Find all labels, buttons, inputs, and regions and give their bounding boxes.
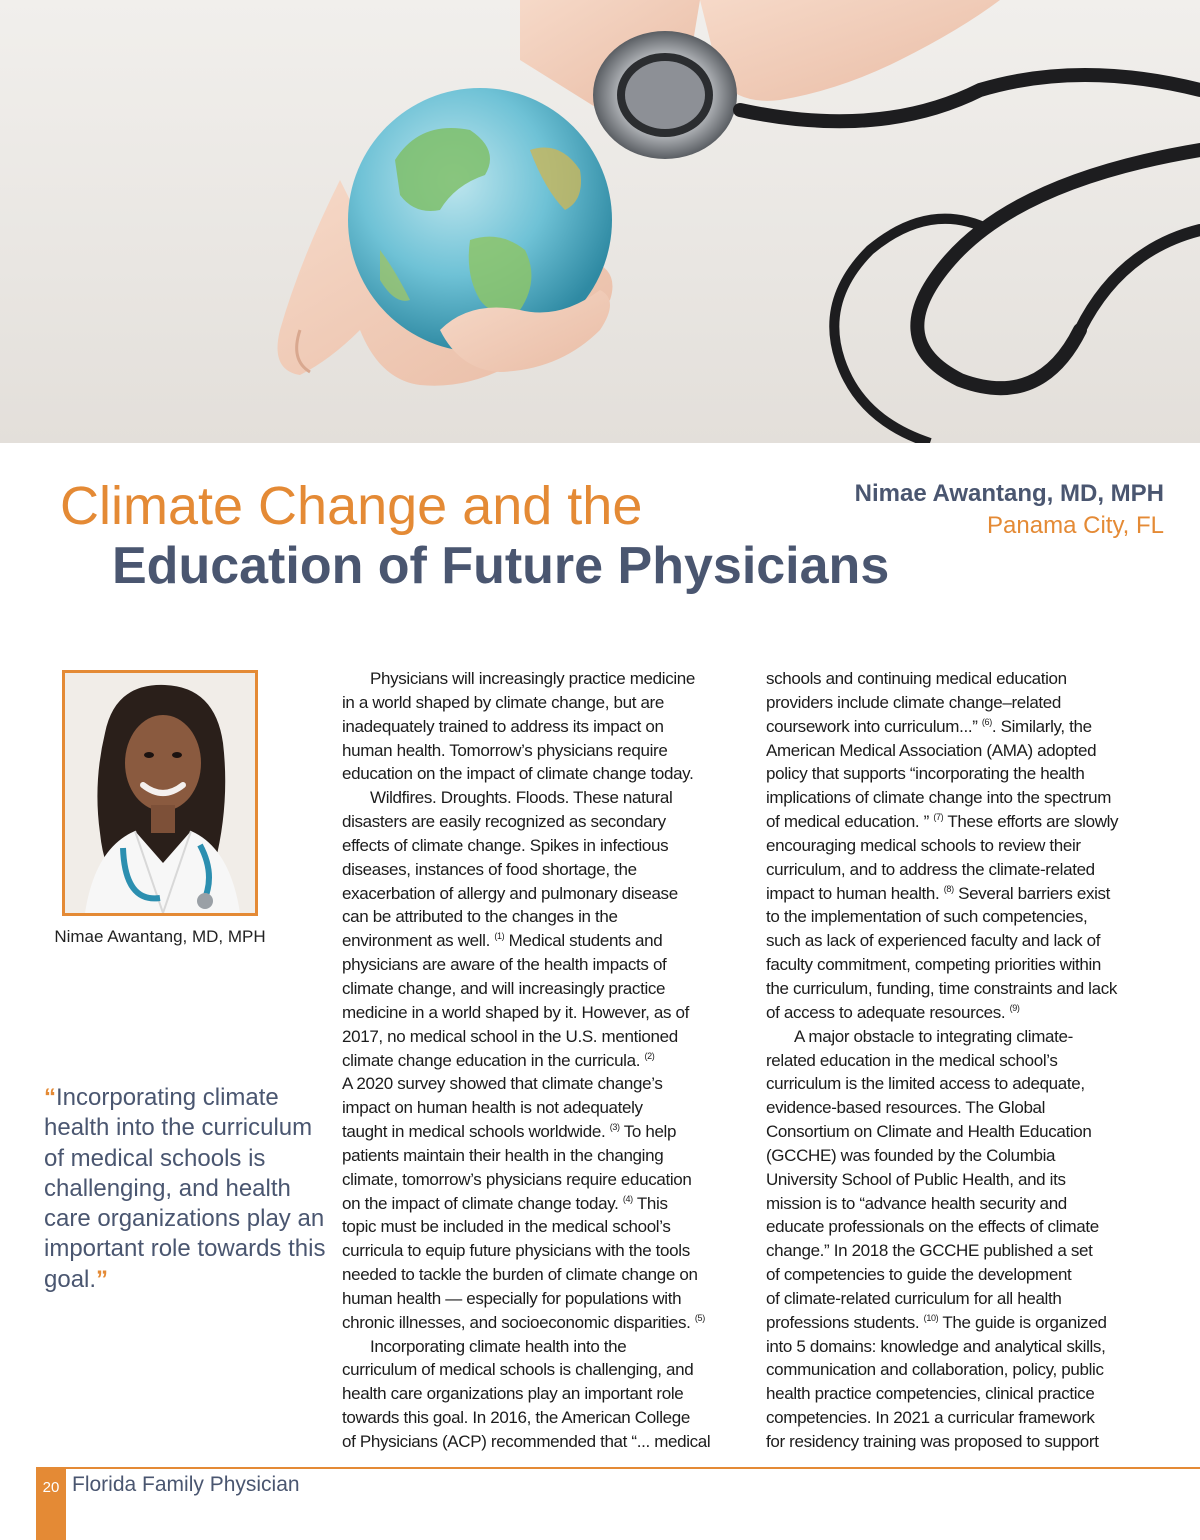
text-line-content: curriculum, and to address the climate-related <box>766 859 1095 879</box>
text-line-content: of climate-related curriculum for all health <box>766 1288 1062 1308</box>
article-column-middle <box>342 667 747 1454</box>
text-line <box>342 1382 747 1406</box>
text-line-content: schools and continuing medical education <box>766 669 1067 688</box>
text-line-content: health practice competencies, clinical practice <box>766 1384 1095 1404</box>
text-line-content: curriculum of medical schools is challenging, and <box>342 1360 694 1380</box>
footnote-reference: (7) <box>933 812 944 823</box>
text-line-continuation: To help <box>619 1122 677 1142</box>
text-line <box>342 1168 747 1192</box>
close-quote-mark: ” <box>96 1265 109 1293</box>
text-line-continuation: These efforts are slowly <box>943 812 1119 832</box>
text-line <box>342 1287 747 1311</box>
text-line-content: patients maintain their health in the changing <box>342 1145 664 1165</box>
text-line <box>342 715 747 739</box>
text-line-content: evidence-based resources. The Global <box>766 1098 1046 1118</box>
text-line-content: coursework into curriculum...” <box>766 716 982 736</box>
text-line <box>766 977 1171 1001</box>
text-line-content: can be attributed to the changes in the <box>342 907 618 927</box>
text-line <box>342 858 747 882</box>
text-line <box>766 1215 1171 1239</box>
text-line-content: A 2020 survey showed that climate change’s <box>342 1074 663 1094</box>
text-line-content: on the impact of climate change today. <box>342 1193 623 1213</box>
text-line <box>766 762 1171 786</box>
text-line-content: Physicians will increasingly practice medicine <box>370 669 695 688</box>
text-line <box>766 1430 1171 1454</box>
pull-quote-text: Incorporating climate health into the curriculum of medical schools is challenging, and health care organizations play an important role towards this goal. <box>44 1084 326 1293</box>
text-line-content: 2017, no medical school in the U.S. mentioned <box>342 1026 678 1046</box>
text-line-content: faculty commitment, competing priorities within <box>766 955 1102 975</box>
text-line <box>766 1001 1171 1025</box>
text-line-content: towards this goal. In 2016, the American College <box>342 1408 690 1428</box>
text-line <box>766 1072 1171 1096</box>
text-line-content: American Medical Association (AMA) adopted <box>766 740 1097 760</box>
text-line-content: chronic illnesses, and socioeconomic disparities. <box>342 1312 695 1332</box>
text-line <box>766 715 1171 739</box>
text-line-content: taught in medical schools worldwide. <box>342 1122 610 1142</box>
text-line <box>342 1335 747 1359</box>
article-title-line-2: Education of Future Physicians <box>112 537 890 595</box>
text-line <box>342 667 747 691</box>
footnote-reference: (10) <box>923 1312 939 1323</box>
text-line <box>766 1049 1171 1073</box>
text-line <box>766 929 1171 953</box>
text-line <box>342 953 747 977</box>
text-line <box>342 1215 747 1239</box>
text-line <box>766 810 1171 834</box>
text-line <box>342 977 747 1001</box>
portrait-caption: Nimae Awantang, MD, MPH <box>54 927 266 946</box>
text-line-continuation: This <box>632 1193 668 1213</box>
text-line <box>342 1144 747 1168</box>
text-line-content: A major obstacle to integrating climate- <box>794 1026 1073 1046</box>
footnote-reference: (8) <box>943 883 954 894</box>
text-line-content: the curriculum, funding, time constraints and lack <box>766 978 1118 998</box>
text-line-content: encouraging medical schools to review their <box>766 835 1081 855</box>
text-line-content: related education in the medical school’s <box>766 1050 1058 1070</box>
text-line-content: climate, tomorrow’s physicians require education <box>342 1169 692 1189</box>
text-line <box>342 1120 747 1144</box>
text-line <box>766 667 1171 691</box>
text-line-content: health care organizations play an important role <box>342 1384 684 1404</box>
text-line <box>766 1358 1171 1382</box>
text-line-content: mission is to “advance health security and <box>766 1193 1067 1213</box>
text-line-content: providers include climate change–related <box>766 692 1062 712</box>
text-line <box>342 1192 747 1216</box>
journal-name: Florida Family Physician <box>72 1473 300 1496</box>
text-line <box>342 739 747 763</box>
text-line <box>342 810 747 834</box>
text-line <box>342 882 747 906</box>
text-line-content: University School of Public Health, and its <box>766 1169 1066 1189</box>
footnote-reference: (4) <box>622 1193 633 1204</box>
text-line-content: human health. Tomorrow’s physicians require <box>342 740 668 760</box>
text-line-content: implications of climate change into the spectrum <box>766 788 1112 808</box>
text-line-content: of medical education. ” <box>766 812 934 832</box>
pull-quote <box>44 1083 329 1295</box>
footnote-reference: (1) <box>494 931 505 942</box>
author-name: Nimae Awantang, MD, MPH <box>854 480 1164 507</box>
text-line <box>342 786 747 810</box>
text-line-continuation: The guide is organized <box>938 1312 1107 1332</box>
text-line <box>766 1120 1171 1144</box>
text-line <box>342 1072 747 1096</box>
text-line-content: physicians are aware of the health impacts of <box>342 955 667 975</box>
text-line <box>342 1049 747 1073</box>
text-line <box>766 691 1171 715</box>
text-line <box>766 834 1171 858</box>
footnote-reference: (5) <box>694 1312 705 1323</box>
text-line-content: inadequately trained to address its impact on <box>342 716 664 736</box>
text-line <box>766 739 1171 763</box>
text-line <box>342 1001 747 1025</box>
text-line-content: impact to human health. <box>766 883 944 903</box>
text-line-content: needed to tackle the burden of climate change on <box>342 1265 698 1285</box>
text-line-content: of Physicians (ACP) recommended that “... medical <box>342 1432 711 1451</box>
text-line-content: curriculum is the limited access to adequate, <box>766 1074 1085 1094</box>
text-line <box>342 834 747 858</box>
text-line <box>342 905 747 929</box>
open-quote-mark: “ <box>44 1084 56 1111</box>
text-line-content: of access to adequate resources. <box>766 1002 1010 1022</box>
text-line <box>766 1263 1171 1287</box>
text-line-content: Wildfires. Droughts. Floods. These natural <box>370 788 673 808</box>
text-line <box>342 691 747 715</box>
text-line-content: disasters are easily recognized as secondary <box>342 812 666 832</box>
text-line <box>766 1239 1171 1263</box>
text-line <box>342 1406 747 1430</box>
text-line <box>766 1406 1171 1430</box>
text-line-content: environment as well. <box>342 931 495 951</box>
footnote-reference: (2) <box>644 1050 655 1061</box>
text-line-content: medicine in a world shaped by it. However, as of <box>342 1002 689 1022</box>
text-line <box>342 1430 747 1454</box>
footnote-reference: (3) <box>609 1122 620 1133</box>
text-line-content: curricula to equip future physicians with the tools <box>342 1241 690 1261</box>
text-line-content: in a world shaped by climate change, but are <box>342 692 664 712</box>
text-line-content: Incorporating climate health into the <box>370 1336 627 1356</box>
text-line-content: to the implementation of such competencies, <box>766 907 1088 927</box>
author-portrait <box>62 670 258 916</box>
portrait-illustration <box>65 673 255 913</box>
text-line-content: professions students. <box>766 1312 924 1332</box>
text-line-content: Consortium on Climate and Health Education <box>766 1122 1092 1142</box>
hero-image <box>0 0 1200 443</box>
footnote-reference: (6) <box>981 716 992 727</box>
text-line-continuation: . Similarly, the <box>991 716 1092 736</box>
text-line-content: of competencies to guide the development <box>766 1265 1072 1285</box>
text-line <box>342 1358 747 1382</box>
text-line <box>766 1311 1171 1335</box>
text-line <box>342 1096 747 1120</box>
globe-stethoscope-illustration <box>0 0 1200 443</box>
text-line-content: human health — especially for populations with <box>342 1288 682 1308</box>
article-column-right <box>766 667 1171 1454</box>
text-line-content: such as lack of experienced faculty and lack of <box>766 931 1101 951</box>
page-number: 20 <box>42 1479 60 1496</box>
text-line-content: climate change education in the curricula. <box>342 1050 645 1070</box>
text-line <box>766 1287 1171 1311</box>
text-line-content: into 5 domains: knowledge and analytical skills, <box>766 1336 1106 1356</box>
text-line <box>766 786 1171 810</box>
text-line <box>766 953 1171 977</box>
text-line-content: education on the impact of climate change today. <box>342 764 694 784</box>
text-line <box>766 1144 1171 1168</box>
text-line-content: topic must be included in the medical school’s <box>342 1217 671 1237</box>
author-location: Panama City, FL <box>987 512 1164 539</box>
text-line <box>342 1239 747 1263</box>
text-line-content: climate change, and will increasingly practice <box>342 978 666 998</box>
text-line <box>766 1025 1171 1049</box>
text-line-content: diseases, instances of food shortage, the <box>342 859 637 879</box>
article-title-line-1: Climate Change and the <box>60 476 643 536</box>
text-line-content: effects of climate change. Spikes in infectious <box>342 835 669 855</box>
text-line-continuation: Medical students and <box>504 931 663 951</box>
text-line-continuation: Several barriers exist <box>953 883 1111 903</box>
text-line <box>342 1025 747 1049</box>
footnote-reference: (9) <box>1009 1002 1020 1013</box>
text-line <box>342 1311 747 1335</box>
text-line <box>766 1335 1171 1359</box>
text-line-content: for residency training was proposed to support <box>766 1432 1099 1451</box>
text-line-content: educate professionals on the effects of climate <box>766 1217 1099 1237</box>
text-line <box>766 858 1171 882</box>
text-line <box>342 929 747 953</box>
text-line-content: change.” In 2018 the GCCHE published a set <box>766 1241 1093 1261</box>
text-line <box>766 1382 1171 1406</box>
footer-rule <box>36 1467 1200 1469</box>
text-line-content: policy that supports “incorporating the health <box>766 764 1085 784</box>
text-line <box>342 1263 747 1287</box>
text-line <box>766 882 1171 906</box>
text-line <box>342 762 747 786</box>
text-line <box>766 905 1171 929</box>
text-line-content: communication and collaboration, policy, public <box>766 1360 1104 1380</box>
text-line <box>766 1096 1171 1120</box>
text-line-content: exacerbation of allergy and pulmonary disease <box>342 883 678 903</box>
text-line <box>766 1192 1171 1216</box>
text-line <box>766 1168 1171 1192</box>
text-line-content: impact on human health is not adequately <box>342 1098 643 1118</box>
text-line-content: competencies. In 2021 a curricular framework <box>766 1408 1095 1428</box>
text-line-content: (GCCHE) was founded by the Columbia <box>766 1145 1056 1165</box>
